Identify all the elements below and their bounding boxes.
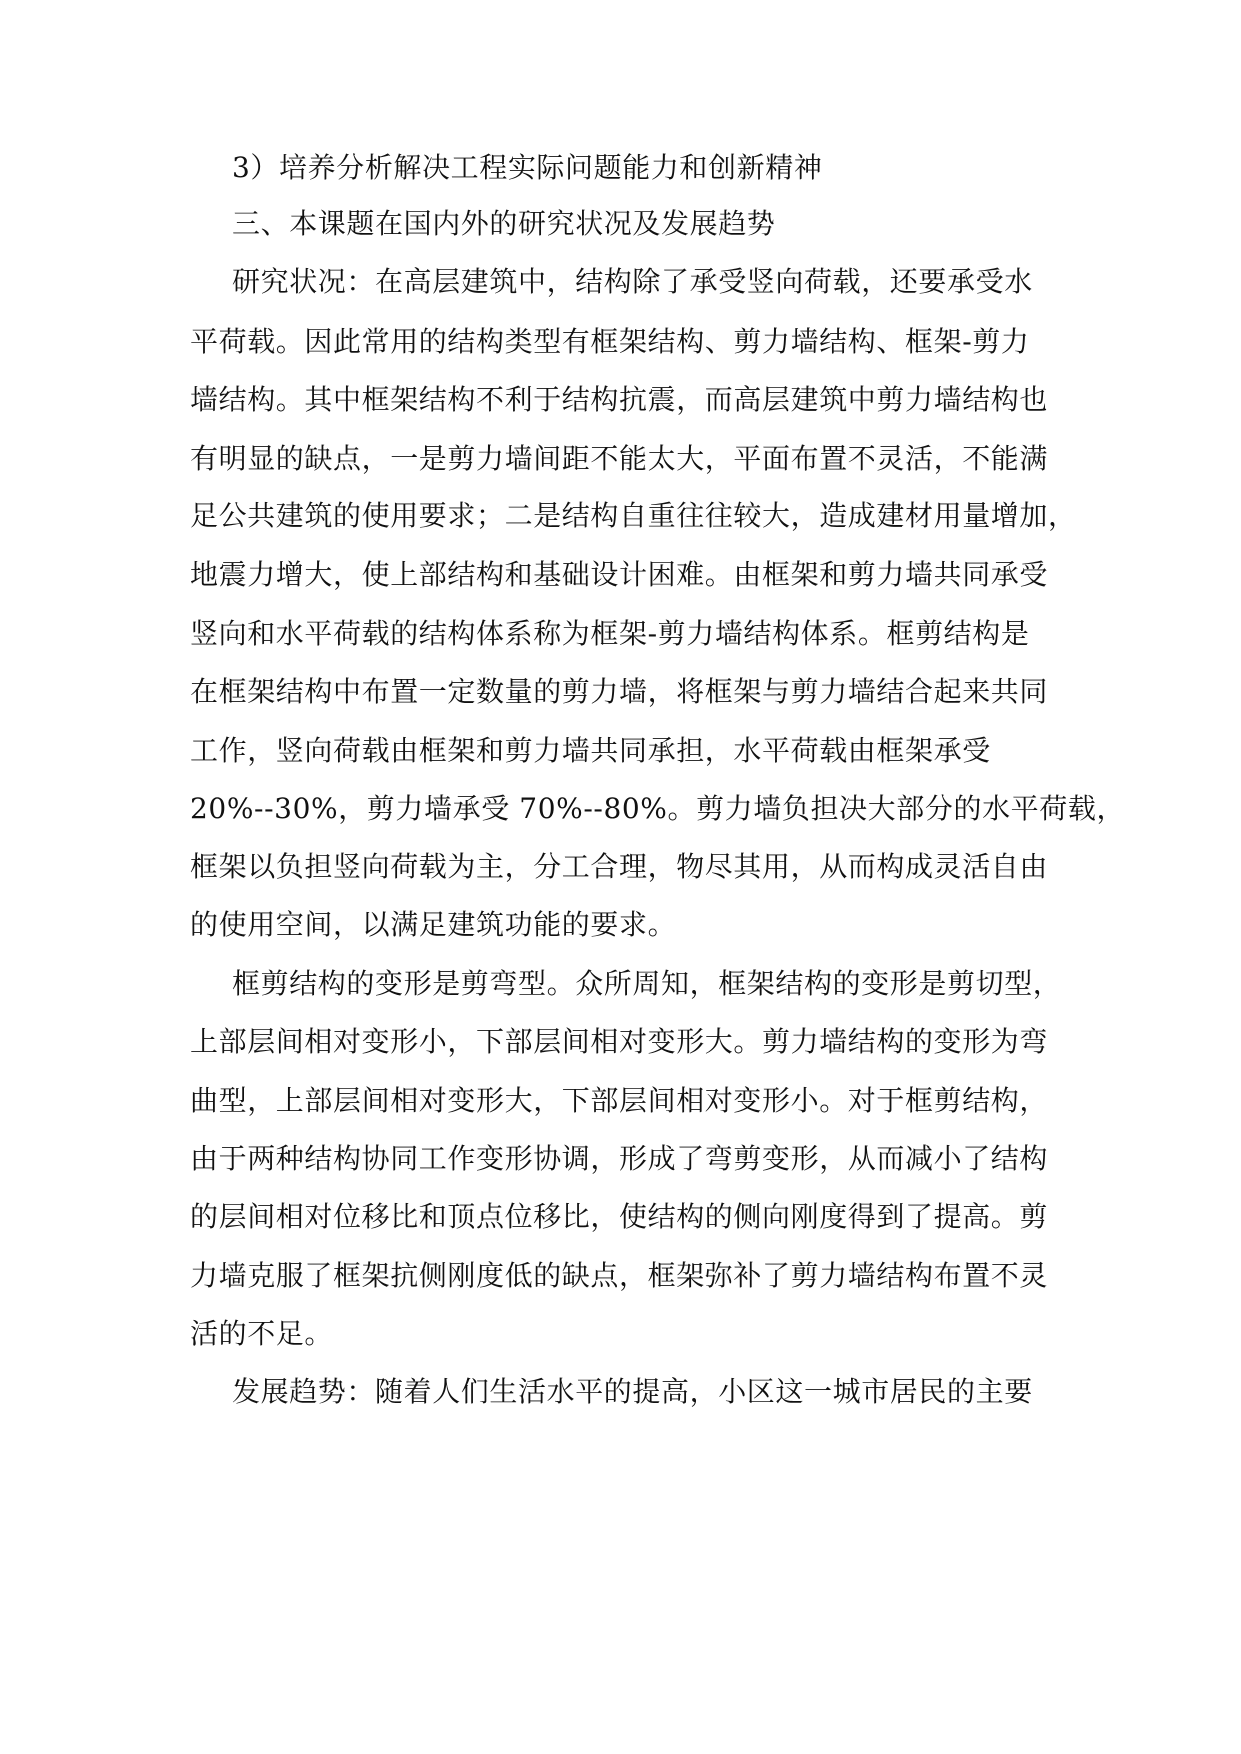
paragraph-line: 框剪结构的变形是剪弯型。众所周知，框架结构的变形是剪切型，	[232, 967, 1062, 1000]
paragraph-line: 由于两种结构协同工作变形协调，形成了弯剪变形，从而减小了结构	[190, 1142, 1049, 1175]
paragraph-line: 工作，竖向荷载由框架和剪力墙共同承担，水平荷载由框架承受	[190, 734, 991, 767]
paragraph-line: 力墙克服了框架抗侧刚度低的缺点，框架弥补了剪力墙结构布置不灵	[190, 1259, 1049, 1292]
paragraph-line: 研究状况：在高层建筑中，结构除了承受竖向荷载，还要承受水	[232, 265, 1033, 298]
paragraph-line: 曲型，上部层间相对变形大，下部层间相对变形小。对于框剪结构，	[190, 1084, 1049, 1117]
paragraph-line: 足公共建筑的使用要求；二是结构自重往往较大，造成建材用量增加，	[190, 499, 1077, 532]
section-heading: 三、本课题在国内外的研究状况及发展趋势	[232, 207, 776, 240]
paragraph-line: 的使用空间，以满足建筑功能的要求。	[190, 908, 677, 941]
paragraph-line: 有明显的缺点，一是剪力墙间距不能太大，平面布置不灵活，不能满	[190, 442, 1049, 475]
paragraph-line: 平荷载。因此常用的结构类型有框架结构、剪力墙结构、框架-剪力	[190, 325, 1030, 358]
paragraph-line: 活的不足。	[190, 1317, 334, 1350]
paragraph-line: 20%--30%，剪力墙承受 70%--80%。剪力墙负担决大部分的水平荷载，	[190, 792, 1126, 825]
paragraph-line: 墙结构。其中框架结构不利于结构抗震，而高层建筑中剪力墙结构也	[190, 383, 1049, 416]
paragraph-line: 地震力增大，使上部结构和基础设计困难。由框架和剪力墙共同承受	[190, 558, 1049, 591]
paragraph-line: 的层间相对位移比和顶点位移比，使结构的侧向刚度得到了提高。剪	[190, 1200, 1049, 1233]
paragraph-line: 竖向和水平荷载的结构体系称为框架-剪力墙结构体系。框剪结构是	[190, 617, 1030, 650]
paragraph-line: 在框架结构中布置一定数量的剪力墙，将框架与剪力墙结合起来共同	[190, 675, 1049, 708]
list-item-3: 3）培养分析解决工程实际问题能力和创新精神	[232, 151, 823, 184]
paragraph-line: 发展趋势：随着人们生活水平的提高，小区这一城市居民的主要	[232, 1375, 1033, 1408]
paragraph-line: 框架以负担竖向荷载为主，分工合理，物尽其用，从而构成灵活自由	[190, 850, 1049, 883]
paragraph-line: 上部层间相对变形小，下部层间相对变形大。剪力墙结构的变形为弯	[190, 1025, 1049, 1058]
